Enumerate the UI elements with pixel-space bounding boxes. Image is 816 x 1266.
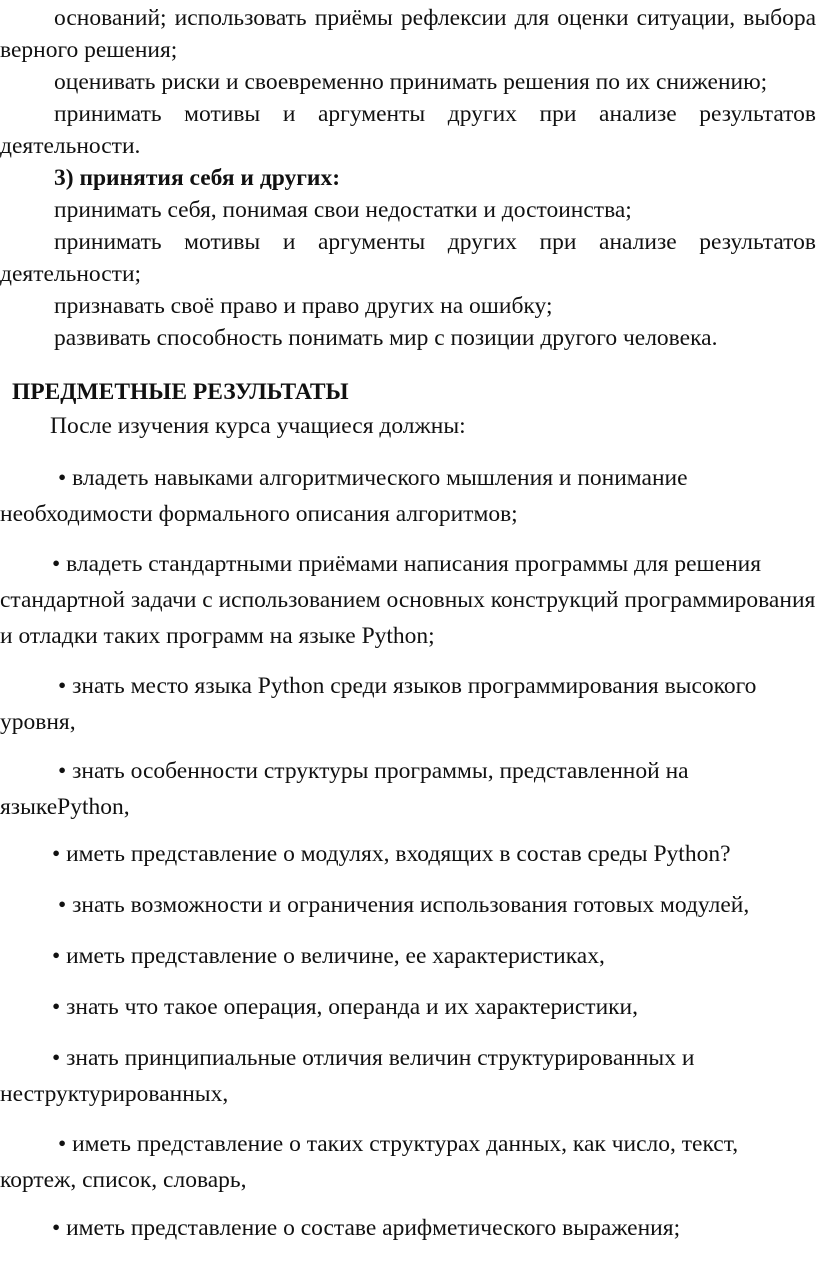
paragraph-accept-self: принимать себя, понимая свои недостатки и достоинства; xyxy=(54,197,632,223)
paragraph-right-to-mistake: признавать своё право и право других на ошибку; xyxy=(54,293,553,319)
list-item-modules: • иметь представление о модулях, входящих в состав среды Python? xyxy=(52,841,731,867)
list-item-python-place: • знать место языка Python среди языков программирования высокого уровня, xyxy=(0,673,757,735)
list-item-arithmetic-expression: • иметь представление о составе арифметического выражения; xyxy=(52,1215,681,1241)
section-intro: После изучения курса учащиеся должны: xyxy=(50,413,466,439)
list-item-operation: • знать что такое операция, операнда и их характеристики, xyxy=(52,994,639,1020)
list-item-algorithmic-thinking: • владеть навыками алгоритмического мышления и понимание необходимости формального описания алгоритмов; xyxy=(0,465,688,527)
paragraph-reflection: оснований; использовать приёмы рефлексии для оценки ситуации, выбора верного решения; xyxy=(0,5,816,63)
list-item-structured: • знать принципиальные отличия величин структурированных и неструктурированных, xyxy=(0,1045,695,1107)
subheading-acceptance: 3) принятия себя и других: xyxy=(54,165,341,191)
section-heading: ПРЕДМЕТНЫЕ РЕЗУЛЬТАТЫ xyxy=(12,379,349,405)
list-item-standard-techniques: • владеть стандартными приёмами написания программы для решения стандартной задачи с использованием основных конструкций программирования и отладки таких программ на языке Python; xyxy=(0,551,816,649)
paragraph-motives-1: принимать мотивы и аргументы других при анализе результатов деятельности. xyxy=(0,101,816,159)
list-item-ready-modules: • знать возможности и ограничения использования готовых модулей, xyxy=(58,892,750,918)
list-item-program-structure: • знать особенности структуры программы, представленной на языкеPython, xyxy=(0,758,689,820)
paragraph-risks: оценивать риски и своевременно принимать решения по их снижению; xyxy=(54,69,768,95)
paragraph-understand-world: развивать способность понимать мир с позиции другого человека. xyxy=(54,325,718,351)
list-item-quantity: • иметь представление о величине, ее характеристиках, xyxy=(52,943,605,969)
list-item-data-structures: • иметь представление о таких структурах данных, как число, текст, кортеж, список, словарь, xyxy=(0,1131,739,1193)
paragraph-motives-2: принимать мотивы и аргументы других при анализе результатов деятельности; xyxy=(0,229,816,287)
